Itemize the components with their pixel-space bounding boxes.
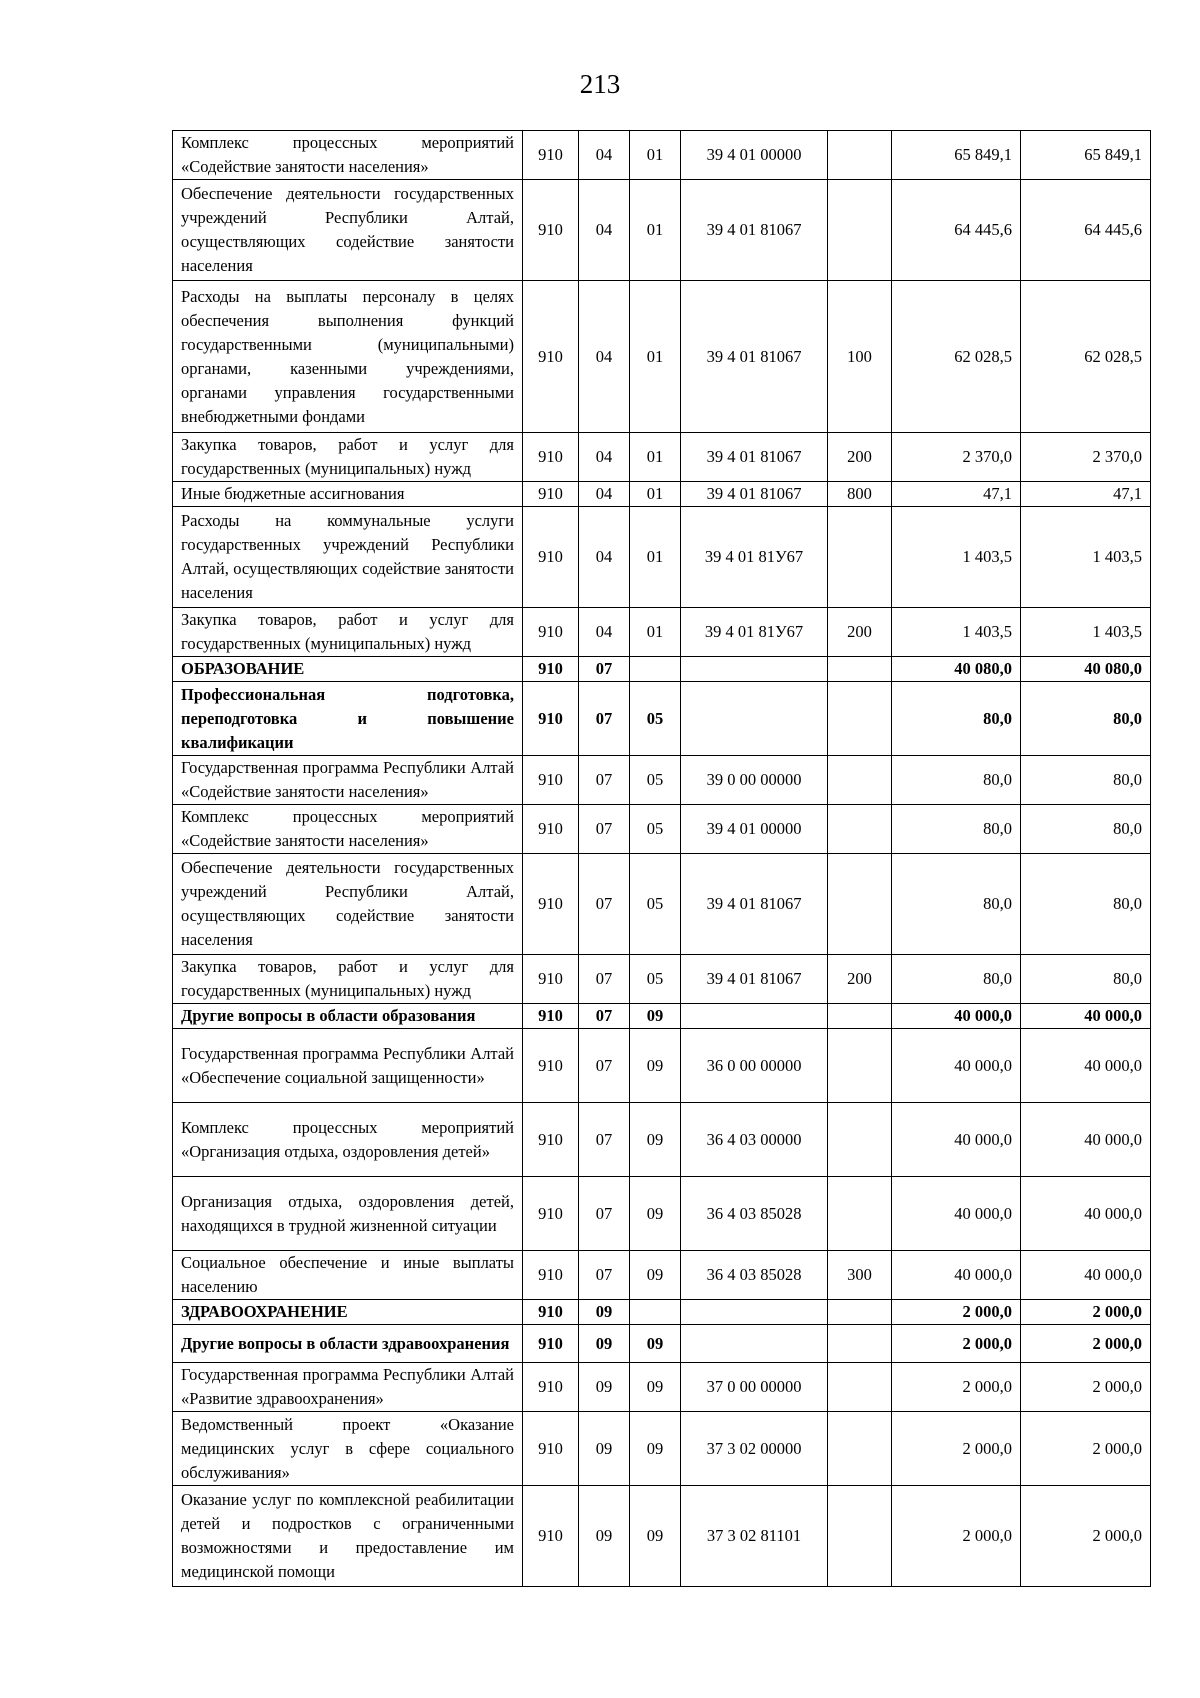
row-target-article bbox=[681, 1004, 828, 1029]
row-amount-2: 40 000,0 bbox=[1021, 1029, 1151, 1103]
row-name: Закупка товаров, работ и услуг для государственных (муниципальных) нужд bbox=[173, 955, 523, 1004]
row-section: 07 bbox=[579, 955, 630, 1004]
row-expense-type bbox=[828, 131, 892, 180]
row-subsection: 01 bbox=[630, 180, 681, 281]
row-grbs: 910 bbox=[523, 1412, 579, 1486]
row-target-article: 39 4 01 81067 bbox=[681, 854, 828, 955]
row-amount-1: 2 000,0 bbox=[892, 1325, 1021, 1363]
row-subsection: 01 bbox=[630, 507, 681, 608]
row-amount-2: 65 849,1 bbox=[1021, 131, 1151, 180]
row-target-article bbox=[681, 657, 828, 682]
row-grbs: 910 bbox=[523, 1029, 579, 1103]
table-row bbox=[173, 180, 1151, 281]
row-section: 07 bbox=[579, 1103, 630, 1177]
row-amount-2: 2 370,0 bbox=[1021, 433, 1151, 482]
row-grbs: 910 bbox=[523, 1486, 579, 1587]
row-grbs: 910 bbox=[523, 1103, 579, 1177]
budget-table bbox=[172, 130, 1151, 1587]
row-section: 07 bbox=[579, 1251, 630, 1300]
row-target-article: 39 4 01 00000 bbox=[681, 131, 828, 180]
row-expense-type: 100 bbox=[828, 281, 892, 433]
row-amount-1: 80,0 bbox=[892, 955, 1021, 1004]
row-grbs: 910 bbox=[523, 682, 579, 756]
row-expense-type bbox=[828, 682, 892, 756]
row-expense-type: 200 bbox=[828, 955, 892, 1004]
table-row bbox=[173, 1363, 1151, 1412]
row-target-article: 39 4 01 00000 bbox=[681, 805, 828, 854]
row-amount-2: 2 000,0 bbox=[1021, 1486, 1151, 1587]
row-subsection: 09 bbox=[630, 1412, 681, 1486]
row-subsection: 09 bbox=[630, 1251, 681, 1300]
table-row bbox=[173, 1029, 1151, 1103]
row-grbs: 910 bbox=[523, 433, 579, 482]
table-row bbox=[173, 131, 1151, 180]
row-subsection: 09 bbox=[630, 1325, 681, 1363]
row-grbs: 910 bbox=[523, 180, 579, 281]
row-expense-type bbox=[828, 1300, 892, 1325]
row-amount-2: 80,0 bbox=[1021, 756, 1151, 805]
row-subsection: 09 bbox=[630, 1486, 681, 1587]
row-amount-1: 80,0 bbox=[892, 756, 1021, 805]
row-expense-type bbox=[828, 1412, 892, 1486]
row-target-article: 36 4 03 85028 bbox=[681, 1251, 828, 1300]
row-expense-type bbox=[828, 180, 892, 281]
row-section: 04 bbox=[579, 507, 630, 608]
row-name: Комплекс процессных мероприятий «Содействие занятости населения» bbox=[173, 805, 523, 854]
row-name: Другие вопросы в области здравоохранения bbox=[173, 1325, 523, 1363]
row-section: 04 bbox=[579, 131, 630, 180]
table-row bbox=[173, 657, 1151, 682]
row-target-article: 39 4 01 81067 bbox=[681, 433, 828, 482]
row-section: 07 bbox=[579, 682, 630, 756]
table-row bbox=[173, 1486, 1151, 1587]
row-amount-2: 64 445,6 bbox=[1021, 180, 1151, 281]
row-amount-2: 2 000,0 bbox=[1021, 1325, 1151, 1363]
row-target-article: 37 0 00 00000 bbox=[681, 1363, 828, 1412]
row-amount-2: 2 000,0 bbox=[1021, 1363, 1151, 1412]
row-grbs: 910 bbox=[523, 756, 579, 805]
row-section: 09 bbox=[579, 1486, 630, 1587]
table-row bbox=[173, 507, 1151, 608]
row-name: Оказание услуг по комплексной реабилитации детей и подростков с ограниченными возможностями и предоставление им медицинской помощи bbox=[173, 1486, 523, 1587]
row-name: Иные бюджетные ассигнования bbox=[173, 482, 523, 507]
row-subsection: 01 bbox=[630, 433, 681, 482]
row-subsection: 05 bbox=[630, 682, 681, 756]
row-target-article bbox=[681, 1300, 828, 1325]
row-name: Расходы на выплаты персоналу в целях обеспечения выполнения функций государственными (муниципальными) органами, казенными учреждениями, органами управления государственными внебюджетными фондами bbox=[173, 281, 523, 433]
row-name: Закупка товаров, работ и услуг для государственных (муниципальных) нужд bbox=[173, 608, 523, 657]
row-subsection: 05 bbox=[630, 854, 681, 955]
row-amount-1: 47,1 bbox=[892, 482, 1021, 507]
row-subsection: 01 bbox=[630, 608, 681, 657]
row-grbs: 910 bbox=[523, 131, 579, 180]
row-subsection bbox=[630, 1300, 681, 1325]
row-grbs: 910 bbox=[523, 608, 579, 657]
row-target-article: 36 0 00 00000 bbox=[681, 1029, 828, 1103]
row-name: Обеспечение деятельности государственных учреждений Республики Алтай, осуществляющих содействие занятости населения bbox=[173, 180, 523, 281]
row-grbs: 910 bbox=[523, 281, 579, 433]
row-amount-1: 80,0 bbox=[892, 682, 1021, 756]
row-amount-1: 40 000,0 bbox=[892, 1177, 1021, 1251]
row-amount-2: 80,0 bbox=[1021, 805, 1151, 854]
row-amount-2: 2 000,0 bbox=[1021, 1412, 1151, 1486]
row-expense-type: 800 bbox=[828, 482, 892, 507]
row-amount-1: 80,0 bbox=[892, 805, 1021, 854]
row-expense-type bbox=[828, 854, 892, 955]
row-name: ЗДРАВООХРАНЕНИЕ bbox=[173, 1300, 523, 1325]
row-amount-1: 64 445,6 bbox=[892, 180, 1021, 281]
row-expense-type bbox=[828, 1325, 892, 1363]
row-subsection: 09 bbox=[630, 1004, 681, 1029]
row-expense-type bbox=[828, 805, 892, 854]
row-amount-2: 62 028,5 bbox=[1021, 281, 1151, 433]
row-expense-type bbox=[828, 1103, 892, 1177]
row-section: 04 bbox=[579, 482, 630, 507]
row-target-article: 36 4 03 85028 bbox=[681, 1177, 828, 1251]
row-amount-2: 80,0 bbox=[1021, 854, 1151, 955]
row-name: Обеспечение деятельности государственных учреждений Республики Алтай, осуществляющих содействие занятости населения bbox=[173, 854, 523, 955]
row-grbs: 910 bbox=[523, 955, 579, 1004]
row-grbs: 910 bbox=[523, 1363, 579, 1412]
row-subsection: 09 bbox=[630, 1103, 681, 1177]
row-target-article bbox=[681, 682, 828, 756]
table-row bbox=[173, 756, 1151, 805]
row-name: Комплекс процессных мероприятий «Содействие занятости населения» bbox=[173, 131, 523, 180]
table-row bbox=[173, 482, 1151, 507]
row-expense-type bbox=[828, 1004, 892, 1029]
row-name: Другие вопросы в области образования bbox=[173, 1004, 523, 1029]
row-subsection: 05 bbox=[630, 756, 681, 805]
row-expense-type bbox=[828, 507, 892, 608]
row-amount-2: 40 000,0 bbox=[1021, 1251, 1151, 1300]
row-section: 09 bbox=[579, 1300, 630, 1325]
row-subsection: 09 bbox=[630, 1363, 681, 1412]
row-amount-2: 1 403,5 bbox=[1021, 507, 1151, 608]
table-row bbox=[173, 955, 1151, 1004]
row-name: ОБРАЗОВАНИЕ bbox=[173, 657, 523, 682]
row-name: Расходы на коммунальные услуги государственных учреждений Республики Алтай, осуществляющих содействие занятости населения bbox=[173, 507, 523, 608]
row-section: 04 bbox=[579, 281, 630, 433]
row-grbs: 910 bbox=[523, 507, 579, 608]
table-row bbox=[173, 1004, 1151, 1029]
row-target-article: 37 3 02 00000 bbox=[681, 1412, 828, 1486]
row-amount-1: 2 370,0 bbox=[892, 433, 1021, 482]
row-name: Закупка товаров, работ и услуг для государственных (муниципальных) нужд bbox=[173, 433, 523, 482]
row-expense-type bbox=[828, 657, 892, 682]
row-name: Профессиональная подготовка, переподготовка и повышение квалификации bbox=[173, 682, 523, 756]
row-amount-2: 2 000,0 bbox=[1021, 1300, 1151, 1325]
row-amount-2: 40 000,0 bbox=[1021, 1004, 1151, 1029]
row-grbs: 910 bbox=[523, 1004, 579, 1029]
table-row bbox=[173, 1177, 1151, 1251]
row-section: 07 bbox=[579, 1177, 630, 1251]
row-amount-2: 40 000,0 bbox=[1021, 1103, 1151, 1177]
row-expense-type: 200 bbox=[828, 608, 892, 657]
row-name: Государственная программа Республики Алтай «Развитие здравоохранения» bbox=[173, 1363, 523, 1412]
row-grbs: 910 bbox=[523, 482, 579, 507]
table-row bbox=[173, 1412, 1151, 1486]
row-amount-1: 2 000,0 bbox=[892, 1363, 1021, 1412]
row-section: 09 bbox=[579, 1325, 630, 1363]
row-expense-type bbox=[828, 1177, 892, 1251]
row-target-article: 39 4 01 81067 bbox=[681, 281, 828, 433]
row-amount-2: 80,0 bbox=[1021, 682, 1151, 756]
row-name: Организация отдыха, оздоровления детей, находящихся в трудной жизненной ситуации bbox=[173, 1177, 523, 1251]
row-subsection: 01 bbox=[630, 131, 681, 180]
row-target-article: 39 0 00 00000 bbox=[681, 756, 828, 805]
row-grbs: 910 bbox=[523, 1325, 579, 1363]
table-row bbox=[173, 854, 1151, 955]
row-name: Государственная программа Республики Алтай «Обеспечение социальной защищенности» bbox=[173, 1029, 523, 1103]
table-row bbox=[173, 281, 1151, 433]
row-section: 07 bbox=[579, 1029, 630, 1103]
row-amount-1: 1 403,5 bbox=[892, 507, 1021, 608]
table-row bbox=[173, 1300, 1151, 1325]
row-subsection: 05 bbox=[630, 955, 681, 1004]
row-subsection: 01 bbox=[630, 281, 681, 433]
row-subsection: 09 bbox=[630, 1029, 681, 1103]
row-subsection: 09 bbox=[630, 1177, 681, 1251]
row-subsection: 01 bbox=[630, 482, 681, 507]
row-section: 07 bbox=[579, 805, 630, 854]
page-number: 213 bbox=[579, 69, 621, 99]
row-target-article: 39 4 01 81067 bbox=[681, 180, 828, 281]
row-amount-2: 47,1 bbox=[1021, 482, 1151, 507]
row-amount-2: 40 000,0 bbox=[1021, 1177, 1151, 1251]
row-target-article: 39 4 01 81У67 bbox=[681, 507, 828, 608]
row-amount-1: 40 000,0 bbox=[892, 1103, 1021, 1177]
row-grbs: 910 bbox=[523, 1251, 579, 1300]
row-amount-1: 1 403,5 bbox=[892, 608, 1021, 657]
row-grbs: 910 bbox=[523, 1177, 579, 1251]
row-target-article: 39 4 01 81У67 bbox=[681, 608, 828, 657]
row-target-article: 36 4 03 00000 bbox=[681, 1103, 828, 1177]
row-amount-2: 80,0 bbox=[1021, 955, 1151, 1004]
row-name: Государственная программа Республики Алтай «Содействие занятости населения» bbox=[173, 756, 523, 805]
row-section: 07 bbox=[579, 756, 630, 805]
row-section: 04 bbox=[579, 433, 630, 482]
table-row bbox=[173, 1251, 1151, 1300]
row-section: 04 bbox=[579, 180, 630, 281]
table-row bbox=[173, 1325, 1151, 1363]
table-row bbox=[173, 433, 1151, 482]
row-target-article bbox=[681, 1325, 828, 1363]
row-name: Комплекс процессных мероприятий «Организация отдыха, оздоровления детей» bbox=[173, 1103, 523, 1177]
row-amount-1: 40 000,0 bbox=[892, 1251, 1021, 1300]
row-amount-1: 40 000,0 bbox=[892, 1029, 1021, 1103]
row-section: 04 bbox=[579, 608, 630, 657]
table-row bbox=[173, 682, 1151, 756]
row-amount-2: 40 080,0 bbox=[1021, 657, 1151, 682]
row-amount-1: 40 080,0 bbox=[892, 657, 1021, 682]
row-expense-type: 200 bbox=[828, 433, 892, 482]
row-amount-1: 65 849,1 bbox=[892, 131, 1021, 180]
row-name: Социальное обеспечение и иные выплаты населению bbox=[173, 1251, 523, 1300]
row-expense-type bbox=[828, 1363, 892, 1412]
row-expense-type bbox=[828, 756, 892, 805]
row-expense-type: 300 bbox=[828, 1251, 892, 1300]
table-row bbox=[173, 608, 1151, 657]
row-section: 07 bbox=[579, 854, 630, 955]
row-subsection bbox=[630, 657, 681, 682]
row-grbs: 910 bbox=[523, 657, 579, 682]
row-amount-1: 40 000,0 bbox=[892, 1004, 1021, 1029]
row-target-article: 39 4 01 81067 bbox=[681, 955, 828, 1004]
row-name: Ведомственный проект «Оказание медицинских услуг в сфере социального обслуживания» bbox=[173, 1412, 523, 1486]
row-target-article: 39 4 01 81067 bbox=[681, 482, 828, 507]
row-amount-1: 62 028,5 bbox=[892, 281, 1021, 433]
row-amount-2: 1 403,5 bbox=[1021, 608, 1151, 657]
table-row bbox=[173, 805, 1151, 854]
row-target-article: 37 3 02 81101 bbox=[681, 1486, 828, 1587]
row-grbs: 910 bbox=[523, 1300, 579, 1325]
row-subsection: 05 bbox=[630, 805, 681, 854]
row-expense-type bbox=[828, 1486, 892, 1587]
row-section: 09 bbox=[579, 1363, 630, 1412]
row-grbs: 910 bbox=[523, 805, 579, 854]
row-amount-1: 80,0 bbox=[892, 854, 1021, 955]
row-amount-1: 2 000,0 bbox=[892, 1300, 1021, 1325]
row-section: 09 bbox=[579, 1412, 630, 1486]
row-grbs: 910 bbox=[523, 854, 579, 955]
row-section: 07 bbox=[579, 657, 630, 682]
row-amount-1: 2 000,0 bbox=[892, 1486, 1021, 1587]
row-amount-1: 2 000,0 bbox=[892, 1412, 1021, 1486]
table-row bbox=[173, 1103, 1151, 1177]
row-section: 07 bbox=[579, 1004, 630, 1029]
row-expense-type bbox=[828, 1029, 892, 1103]
